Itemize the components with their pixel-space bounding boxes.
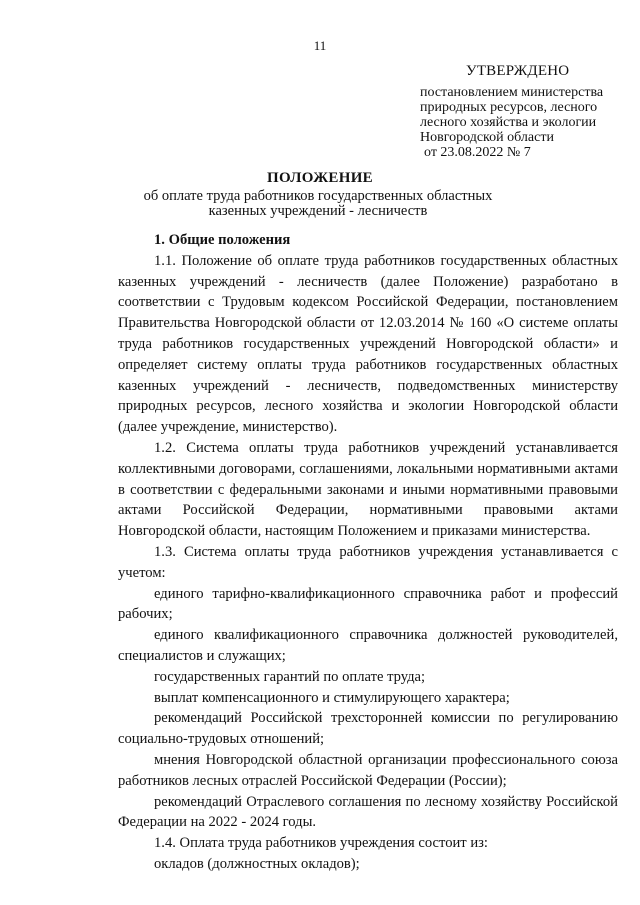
paragraph-1-2: 1.2. Система оплаты труда работников учреждений устанавливается коллективными договорами, соглашениями, локальными нормативными актами в соответствии с федеральными законами и иными нормативными правовыми актами Российской Федерации, нормативными правовыми актами Новгородской области, настоящим Положением и приказами министерства. (118, 439, 618, 540)
approval-date: от 23.08.2022 № 7 (424, 145, 531, 160)
approval-line: постановлением министерства (420, 85, 604, 100)
section-heading: 1. Общие положения (154, 232, 291, 248)
document-title: ПОЛОЖЕНИЕ (267, 170, 373, 186)
document-subtitle: об оплате труда работников государственных областных казенных учреждений - лесничеств (143, 188, 493, 219)
document-body (118, 230, 618, 875)
paragraph-1-1: 1.1. Положение об оплате труда работников государственных областных казенных учреждений - лесничеств (далее Положение) разработано в соответствии с Трудовым кодексом Российской Федерации, постановлением Правительства Новгородской области от 12.03.2014 № 160 «О системе оплаты труда работников государственных учреждений Новгородской области» и определяет систему оплаты труда работников государственных областных казенных учреждений - лесничеств, подведомственных министерству природных ресурсов, лесного хозяйства и экологии Новгородской области (далее учреждение, министерство). (118, 252, 618, 436)
approval-block (420, 64, 635, 160)
list-item: рекомендаций Российской трехсторонней комиссии по регулированию социально-трудовых отношений; (118, 710, 618, 748)
paragraph-1-4: 1.4. Оплата труда работников учреждения состоит из: (154, 835, 488, 852)
list-item: государственных гарантий по оплате труда; (154, 668, 426, 685)
list-item: единого тарифно-квалификационного справочника работ и профессий рабочих; (118, 585, 618, 623)
approval-line: природных ресурсов, лесного (420, 100, 598, 115)
list-item: окладов (должностных окладов); (154, 855, 360, 872)
paragraph-1-3: 1.3. Система оплаты труда работников учреждения устанавливается с учетом: (118, 543, 618, 581)
approval-line: Новгородской области (420, 130, 554, 145)
list-item: единого квалификационного справочника должностей руководителей, специалистов и служащих; (118, 627, 618, 664)
approval-heading: УТВЕРЖДЕНО (466, 63, 570, 79)
approval-line: лесного хозяйства и экологии (420, 115, 597, 130)
list-item: рекомендаций Отраслевого соглашения по лесному хозяйству Российской Федерации на 2022 - 2024 годы. (118, 793, 618, 831)
list-item: мнения Новгородской областной организации профессионального союза работников лесных отраслей Российской Федерации (России); (118, 751, 618, 789)
page-number: 11 (313, 38, 327, 53)
list-item: выплат компенсационного и стимулирующего характера; (154, 689, 510, 706)
